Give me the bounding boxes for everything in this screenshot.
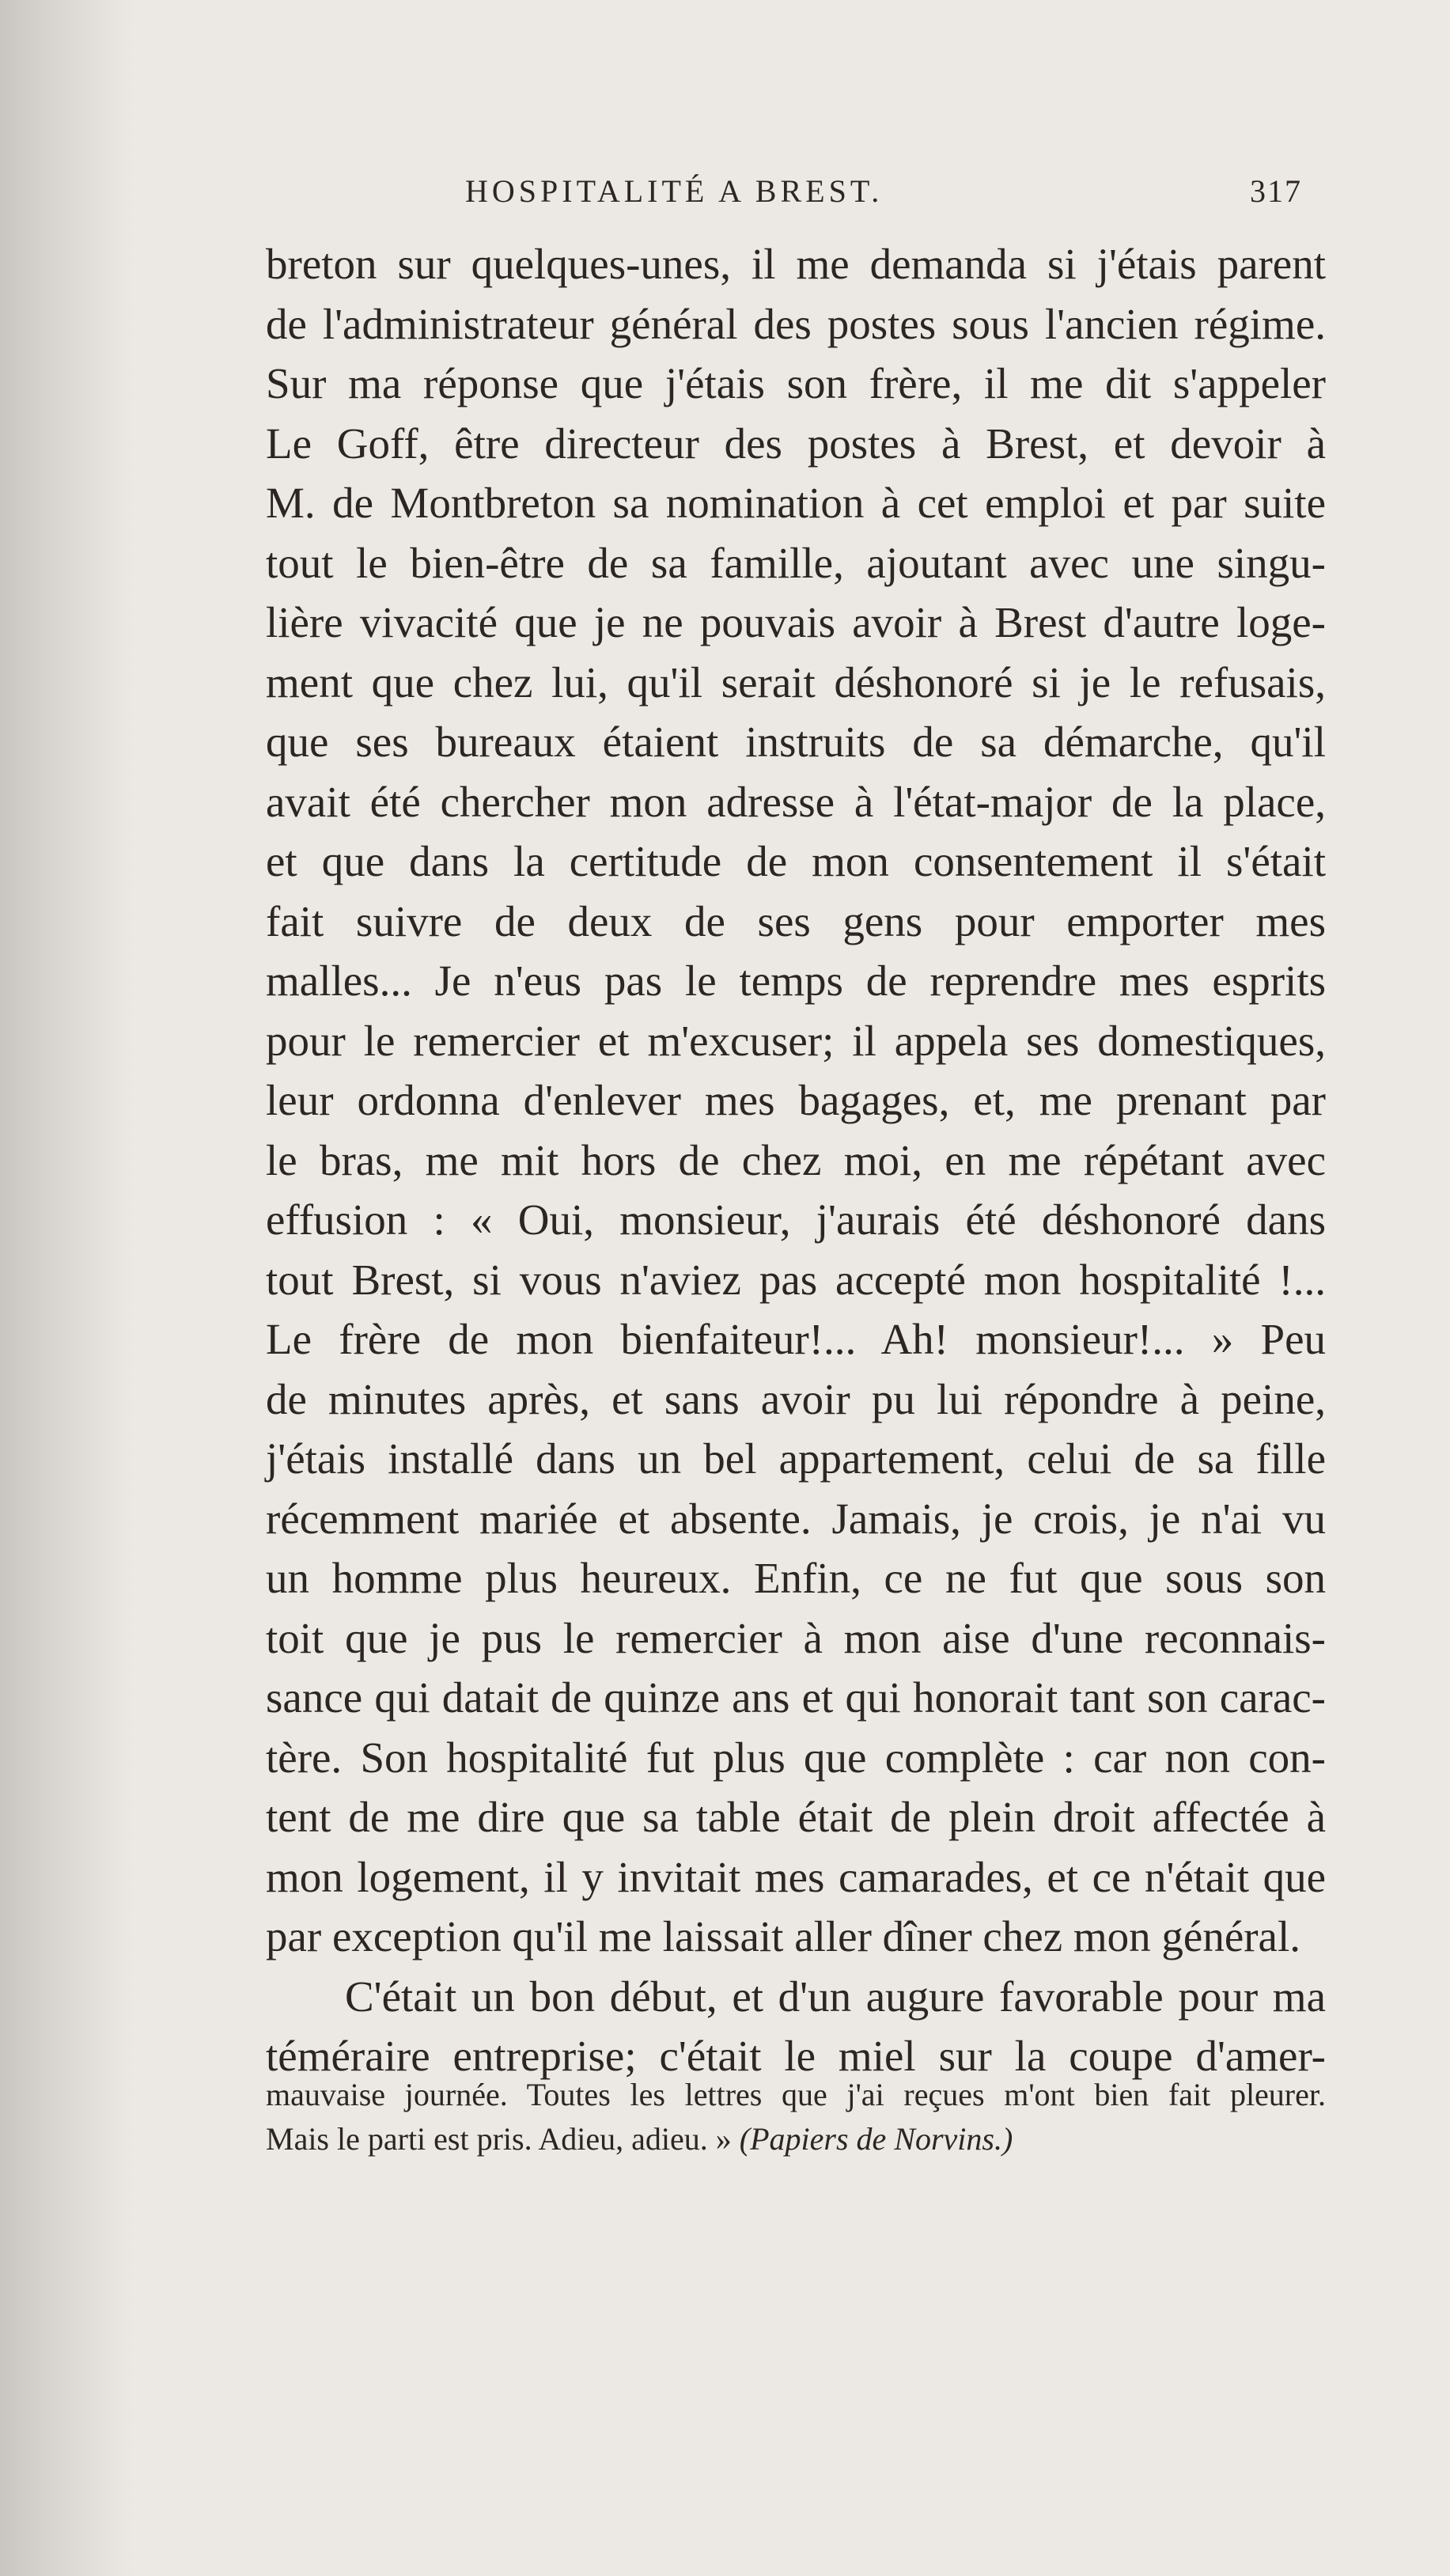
text-line: lière vivacité que je ne pouvais avoir à Brest d'autre loge- [266, 598, 1326, 646]
text-line: Le Goff, être directeur des postes à Brest, et devoir à [266, 419, 1326, 468]
text-line: récemment mariée et absente. Jamais, je crois, je n'ai vu [266, 1494, 1326, 1543]
text-line: Le frère de mon bienfaiteur!... Ah! monsieur!... » Peu [266, 1315, 1326, 1363]
text-line: Sur ma réponse que j'étais son frère, il me dit s'appeler [266, 359, 1326, 407]
footnote-line: mauvaise journée. Toutes les lettres que j'ai reçues m'ont bien fait pleurer. [266, 2077, 1326, 2112]
text-line: le bras, me mit hors de chez moi, en me répétant avec [266, 1135, 1326, 1184]
text-line: téméraire entreprise; c'était le miel sur la coupe d'amer- [266, 2032, 1326, 2080]
text-line: j'étais installé dans un bel appartement, celui de sa fille [266, 1434, 1326, 1483]
footnote-text: Mais le parti est pris. Adieu, adieu. » [266, 2121, 732, 2157]
text-line: sance qui datait de quinze ans et qui honorait tant son carac- [266, 1673, 1326, 1722]
text-line: tout le bien-être de sa famille, ajoutant avec une singu- [266, 538, 1326, 587]
text-line: pour le remercier et m'excuser; il appela ses domestiques, [266, 1016, 1326, 1065]
text-line: toit que je pus le remercier à mon aise d'une reconnais- [266, 1613, 1326, 1662]
text-line: de minutes après, et sans avoir pu lui répondre à peine, [266, 1374, 1326, 1423]
text-line: malles... Je n'eus pas le temps de reprendre mes esprits [266, 957, 1326, 1005]
footnote-citation: (Papiers de Norvins.) [739, 2121, 1013, 2157]
text-line: un homme plus heureux. Enfin, ce ne fut que sous son [266, 1554, 1326, 1602]
text-line: par exception qu'il me laissait aller dîner chez mon général. [266, 1912, 1300, 1960]
text-line: tout Brest, si vous n'aviez pas accepté mon hospitalité !... [266, 1255, 1326, 1304]
text-line: et que dans la certitude de mon consentement il s'était [266, 837, 1326, 885]
text-line: fait suivre de deux de ses gens pour emporter mes [266, 896, 1326, 945]
text-line: avait été chercher mon adresse à l'état-major de la place, [266, 777, 1326, 826]
text-line: que ses bureaux étaient instruits de sa démarche, qu'il [266, 718, 1326, 766]
footnote [266, 2073, 1326, 2161]
text-line: breton sur quelques-unes, il me demanda si j'étais parent [266, 240, 1326, 288]
text-line: C'était un bon début, et d'un augure favorable pour ma [345, 1972, 1326, 2021]
running-title: HOSPITALITÉ A BREST. [465, 173, 884, 209]
page-number: 317 [1250, 173, 1302, 209]
text-line: mon logement, il y invitait mes camarades, et ce n'était que [266, 1852, 1326, 1901]
text-line: ment que chez lui, qu'il serait déshonoré si je le refusais, [266, 657, 1326, 707]
text-line: leur ordonna d'enlever mes bagages, et, me prenant par [266, 1076, 1326, 1124]
text-line: M. de Montbreton sa nomination à cet emploi et par suite [266, 479, 1326, 527]
text-line: effusion : « Oui, monsieur, j'aurais été déshonoré dans [266, 1195, 1326, 1244]
body-text [266, 234, 1326, 2086]
text-line: tère. Son hospitalité fut plus que complète : car non con- [266, 1733, 1326, 1782]
text-line: de l'administrateur général des postes sous l'ancien régime. [266, 299, 1326, 348]
text-line: tent de me dire que sa table était de plein droit affectée à [266, 1793, 1326, 1841]
footnote-line [266, 2117, 1326, 2161]
